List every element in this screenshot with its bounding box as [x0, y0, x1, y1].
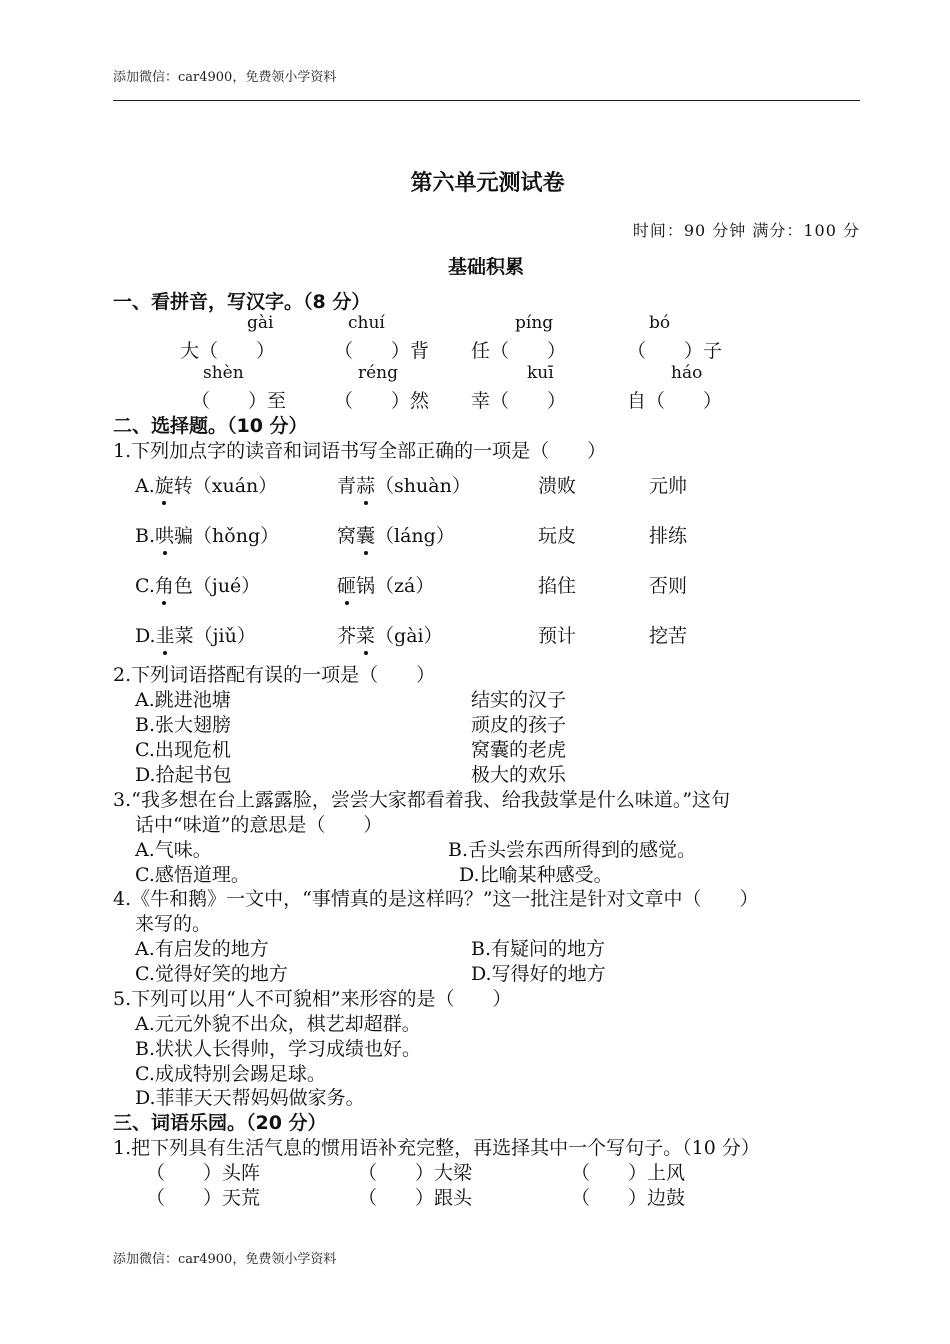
q3-option-c: C.感悟道理。: [135, 864, 250, 886]
q3-option-d: D.比喻某种感受。: [459, 864, 613, 886]
fill-blank-word: （ ）子: [627, 340, 723, 362]
footer-note: 添加微信：car4900，免费领小学资料: [113, 1252, 337, 1267]
q2-right-option: 结实的汉子: [471, 689, 567, 711]
q2-right-option: 窝囊的老虎: [471, 739, 567, 761]
part1-heading: 一、看拼音，写汉字。（8 分）: [113, 291, 371, 313]
q2-left-option: D.拾起书包: [135, 764, 232, 786]
part2-heading: 二、选择题。（10 分）: [113, 415, 308, 437]
q5-option: B.状状人长得帅，学习成绩也好。: [135, 1038, 422, 1060]
idiom-blank: （ ）上风: [571, 1162, 686, 1184]
pinyin-reng: réng: [358, 363, 399, 383]
q5-option: A.元元外貌不出众，棋艺却超群。: [135, 1013, 421, 1035]
emphasis-dot-char: 砸: [337, 571, 356, 598]
emphasis-dot-char: 囊: [356, 521, 375, 548]
q3-stem-line2: 话中“味道”的意思是（ ）: [135, 814, 383, 836]
header-divider: [113, 100, 860, 101]
q5-option: D.菲菲天天帮妈妈做家务。: [135, 1087, 365, 1109]
page-title: 第六单元测试卷: [410, 171, 565, 196]
q1-option-a-col3: 溃败: [538, 475, 577, 497]
q2-left-option: B.张大翅膀: [135, 714, 232, 736]
fill-blank-word: 大（ ）: [180, 340, 276, 362]
pinyin-bo: bó: [649, 313, 671, 333]
q1-option-d-col4: 挖苦: [649, 625, 688, 647]
emphasis-dot-char: 蒜: [356, 471, 375, 498]
idiom-blank: （ ）头阵: [146, 1162, 261, 1184]
q1-option-a-col4: 元帅: [649, 475, 688, 497]
emphasis-dot-char: 旋: [155, 471, 174, 498]
q5-option: C.成成特别会踢足球。: [135, 1063, 326, 1085]
q2-right-option: 极大的欢乐: [471, 764, 567, 786]
q1-option-a-col1: A.旋转（xuán）: [135, 471, 277, 498]
idiom-blank: （ ）大梁: [358, 1162, 473, 1184]
idiom-blank: （ ）跟头: [358, 1187, 473, 1209]
pinyin-kui: kuī: [527, 363, 554, 383]
q4-option-c: C.觉得好笑的地方: [135, 963, 288, 985]
q4-stem-line1: 4.《牛和鹅》一文中，“事情真的是这样吗？”这一批注是针对文章中（ ）: [113, 888, 759, 910]
q1-option-d-col3: 预计: [538, 625, 577, 647]
fill-blank-word: 任（ ）: [471, 340, 567, 362]
header-note: 添加微信：car4900，免费领小学资料: [113, 70, 337, 85]
q4-stem-line2: 来写的。: [135, 913, 212, 935]
q1-option-c-col1: C.角色（jué）: [135, 571, 260, 598]
q2-right-option: 顽皮的孩子: [471, 714, 567, 736]
q1-option-b-col3: 玩皮: [538, 525, 577, 547]
pinyin-gai: gài: [247, 313, 274, 333]
pinyin-shen: shèn: [203, 363, 244, 383]
emphasis-dot-char: 角: [155, 571, 174, 598]
emphasis-dot-char: 韭: [156, 621, 175, 648]
emphasis-dot-char: 菜: [356, 621, 375, 648]
part3-heading: 三、词语乐园。（20 分）: [113, 1112, 327, 1134]
q1-option-b-col2: 窝囊（láng）: [337, 521, 455, 548]
q1-option-a-col2: 青蒜（shuàn）: [337, 471, 471, 498]
q2-left-option: A.跳进池塘: [135, 689, 231, 711]
q2-stem: 2.下列词语搭配有误的一项是（ ）: [113, 664, 436, 686]
exam-meta: 时间：90 分钟 满分：100 分: [632, 221, 860, 240]
pinyin-ping: píng: [515, 313, 554, 333]
q1-option-c-col3: 掐住: [538, 575, 577, 597]
q4-option-d: D.写得好的地方: [471, 963, 606, 985]
q1-stem: 1.下列加点字的读音和词语书写全部正确的一项是（ ）: [113, 440, 607, 462]
fill-blank-word: （ ）然: [334, 390, 430, 412]
q1-option-b-col1: B.哄骗（hǒng）: [135, 521, 279, 548]
q2-left-option: C.出现危机: [135, 739, 231, 761]
pinyin-chui: chuí: [348, 313, 385, 333]
pinyin-hao: háo: [671, 363, 703, 383]
part3-q1-stem: 1.把下列具有生活气息的惯用语补充完整，再选择其中一个写句子。（10 分）: [113, 1137, 760, 1159]
idiom-blank: （ ）天荒: [146, 1187, 261, 1209]
idiom-blank: （ ）边鼓: [571, 1187, 686, 1209]
q4-option-b: B.有疑问的地方: [471, 938, 606, 960]
q1-option-c-col4: 否则: [649, 575, 688, 597]
emphasis-dot-char: 哄: [155, 521, 174, 548]
q5-stem: 5.下列可以用“人不可貌相”来形容的是（ ）: [113, 988, 512, 1010]
q3-option-b: B.舌头尝东西所得到的感觉。: [448, 839, 697, 861]
q3-option-a: A.气味。: [135, 839, 212, 861]
fill-blank-word: 自（ ）: [627, 390, 723, 412]
q1-option-b-col4: 排练: [649, 525, 688, 547]
q1-option-d-col2: 芥菜（gài）: [337, 621, 443, 648]
fill-blank-word: 幸（ ）: [471, 390, 567, 412]
q1-option-d-col1: D.韭菜（jiǔ）: [135, 621, 256, 648]
q3-stem-line1: 3.“我多想在台上露露脸，尝尝大家都看着我、给我鼓掌是什么味道。”这句: [113, 789, 731, 811]
section-label: 基础积累: [447, 256, 524, 278]
q1-option-c-col2: 砸锅（zá）: [337, 571, 434, 598]
fill-blank-word: （ ）至: [191, 390, 287, 412]
q4-option-a: A.有启发的地方: [135, 938, 269, 960]
fill-blank-word: （ ）背: [334, 340, 430, 362]
